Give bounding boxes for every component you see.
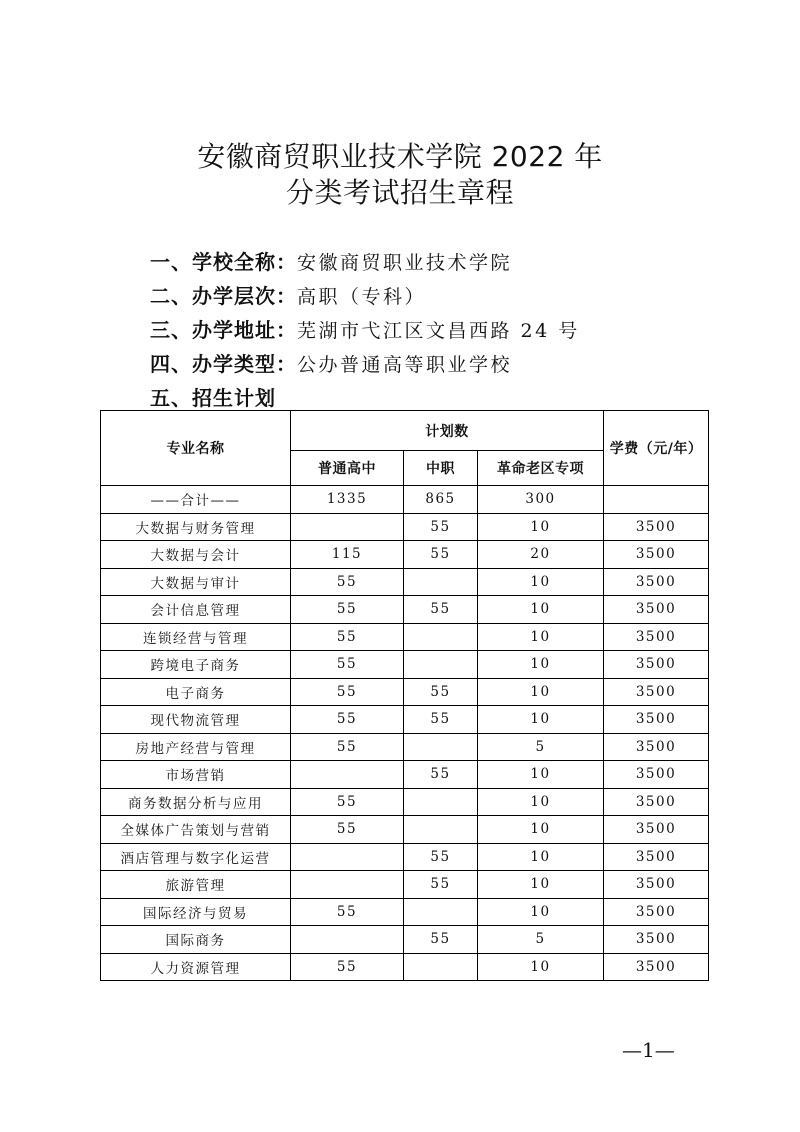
vocational-cell: 55 <box>404 926 478 954</box>
general-high-school-cell: 55 <box>291 898 404 926</box>
vocational-cell: 55 <box>404 871 478 899</box>
tuition-cell: 3500 <box>604 541 709 569</box>
major-cell: 酒店管理与数字化运营 <box>101 843 291 871</box>
table-row <box>101 596 709 624</box>
major-cell: 现代物流管理 <box>101 706 291 734</box>
general-high-school-cell: 55 <box>291 568 404 596</box>
vocational-cell: 55 <box>404 843 478 871</box>
document-title <box>0 139 800 211</box>
section-school-name <box>150 245 730 279</box>
old-area-cell: 300 <box>478 486 604 514</box>
section-value: 安徽商贸职业技术学院 <box>297 252 513 274</box>
section-school-address <box>150 313 730 347</box>
major-cell: 大数据与财务管理 <box>101 513 291 541</box>
header-plan: 计划数 <box>291 411 604 451</box>
major-cell: 全媒体广告策划与营销 <box>101 816 291 844</box>
tuition-cell: 3500 <box>604 651 709 679</box>
general-high-school-cell: 55 <box>291 596 404 624</box>
table-row <box>101 733 709 761</box>
total-row <box>101 486 709 514</box>
general-high-school-cell: 55 <box>291 651 404 679</box>
old-area-cell: 10 <box>478 596 604 624</box>
table-row <box>101 651 709 679</box>
general-high-school-cell: 55 <box>291 733 404 761</box>
table-row <box>101 898 709 926</box>
general-high-school-cell: 55 <box>291 816 404 844</box>
section-label: 四、办学类型： <box>150 352 297 376</box>
tuition-cell: 3500 <box>604 953 709 981</box>
old-area-cell: 10 <box>478 843 604 871</box>
vocational-cell: 55 <box>404 706 478 734</box>
vocational-cell: 865 <box>404 486 478 514</box>
section-label: 一、学校全称： <box>150 250 297 274</box>
header-vocational: 中职 <box>404 451 478 486</box>
table-row <box>101 541 709 569</box>
section-value: 高职（专科） <box>297 286 427 308</box>
section-label: 二、办学层次： <box>150 284 297 308</box>
general-high-school-cell <box>291 761 404 789</box>
vocational-cell <box>404 651 478 679</box>
tuition-cell: 3500 <box>604 513 709 541</box>
tuition-cell: 3500 <box>604 926 709 954</box>
major-cell: 国际经济与贸易 <box>101 898 291 926</box>
vocational-cell: 55 <box>404 513 478 541</box>
general-high-school-cell <box>291 843 404 871</box>
vocational-cell <box>404 568 478 596</box>
title-line-1: 安徽商贸职业技术学院 2022 年 <box>197 140 603 173</box>
tuition-cell: 3500 <box>604 733 709 761</box>
section-school-type <box>150 347 730 381</box>
major-cell: 国际商务 <box>101 926 291 954</box>
major-cell: 跨境电子商务 <box>101 651 291 679</box>
table-row <box>101 678 709 706</box>
section-value: 公办普通高等职业学校 <box>297 354 513 376</box>
general-high-school-cell <box>291 871 404 899</box>
section-label: 三、办学地址： <box>150 318 297 342</box>
general-high-school-cell: 55 <box>291 953 404 981</box>
tuition-cell: 3500 <box>604 898 709 926</box>
tuition-cell: 3500 <box>604 871 709 899</box>
vocational-cell: 55 <box>404 541 478 569</box>
general-high-school-cell: 55 <box>291 678 404 706</box>
table-row <box>101 761 709 789</box>
major-cell: 会计信息管理 <box>101 596 291 624</box>
header-tuition: 学费（元/年） <box>604 411 709 486</box>
table-row <box>101 843 709 871</box>
tuition-cell: 3500 <box>604 678 709 706</box>
general-high-school-cell: 55 <box>291 623 404 651</box>
table-row <box>101 706 709 734</box>
old-area-cell: 20 <box>478 541 604 569</box>
table-header-row <box>101 411 709 451</box>
old-area-cell: 10 <box>478 651 604 679</box>
major-cell: 房地产经营与管理 <box>101 733 291 761</box>
tuition-cell: 3500 <box>604 596 709 624</box>
tuition-cell: 3500 <box>604 706 709 734</box>
old-area-cell: 10 <box>478 678 604 706</box>
tuition-cell: 3500 <box>604 761 709 789</box>
major-cell: 商务数据分析与应用 <box>101 788 291 816</box>
vocational-cell <box>404 733 478 761</box>
table-row <box>101 953 709 981</box>
plan-table-body <box>101 486 709 981</box>
header-general-high-school: 普通高中 <box>291 451 404 486</box>
general-high-school-cell <box>291 926 404 954</box>
header-old-revolutionary-area: 革命老区专项 <box>478 451 604 486</box>
vocational-cell <box>404 788 478 816</box>
tuition-cell: 3500 <box>604 843 709 871</box>
tuition-cell: 3500 <box>604 788 709 816</box>
vocational-cell <box>404 898 478 926</box>
old-area-cell: 10 <box>478 898 604 926</box>
old-area-cell: 10 <box>478 706 604 734</box>
old-area-cell: 10 <box>478 623 604 651</box>
table-row <box>101 926 709 954</box>
old-area-cell: 10 <box>478 761 604 789</box>
enrollment-plan-table <box>100 410 709 981</box>
table-row <box>101 568 709 596</box>
vocational-cell: 55 <box>404 596 478 624</box>
vocational-cell <box>404 816 478 844</box>
major-cell: 人力资源管理 <box>101 953 291 981</box>
old-area-cell: 5 <box>478 733 604 761</box>
page-number: —1— <box>622 1038 675 1062</box>
major-cell: 市场营销 <box>101 761 291 789</box>
major-cell: 旅游管理 <box>101 871 291 899</box>
vocational-cell <box>404 953 478 981</box>
tuition-cell: 3500 <box>604 623 709 651</box>
old-area-cell: 10 <box>478 788 604 816</box>
general-high-school-cell: 55 <box>291 788 404 816</box>
info-sections <box>150 245 730 415</box>
general-high-school-cell: 55 <box>291 706 404 734</box>
general-high-school-cell <box>291 513 404 541</box>
major-cell: 大数据与会计 <box>101 541 291 569</box>
section-school-level <box>150 279 730 313</box>
vocational-cell <box>404 623 478 651</box>
general-high-school-cell: 1335 <box>291 486 404 514</box>
tuition-cell: 3500 <box>604 568 709 596</box>
vocational-cell: 55 <box>404 761 478 789</box>
major-cell: ——合计—— <box>101 486 291 514</box>
major-cell: 连锁经营与管理 <box>101 623 291 651</box>
old-area-cell: 10 <box>478 953 604 981</box>
table-row <box>101 871 709 899</box>
vocational-cell: 55 <box>404 678 478 706</box>
table-row <box>101 816 709 844</box>
major-cell: 大数据与审计 <box>101 568 291 596</box>
old-area-cell: 10 <box>478 513 604 541</box>
old-area-cell: 10 <box>478 816 604 844</box>
section-label: 五、招生计划 <box>150 386 276 410</box>
old-area-cell: 5 <box>478 926 604 954</box>
major-cell: 电子商务 <box>101 678 291 706</box>
table-row <box>101 513 709 541</box>
tuition-cell: 3500 <box>604 816 709 844</box>
general-high-school-cell: 115 <box>291 541 404 569</box>
table-row <box>101 623 709 651</box>
title-line-2: 分类考试招生章程 <box>285 176 514 209</box>
old-area-cell: 10 <box>478 871 604 899</box>
old-area-cell: 10 <box>478 568 604 596</box>
table-row <box>101 788 709 816</box>
header-major: 专业名称 <box>101 411 291 486</box>
tuition-cell <box>604 486 709 514</box>
section-value: 芜湖市弋江区文昌西路 24 号 <box>297 320 580 342</box>
